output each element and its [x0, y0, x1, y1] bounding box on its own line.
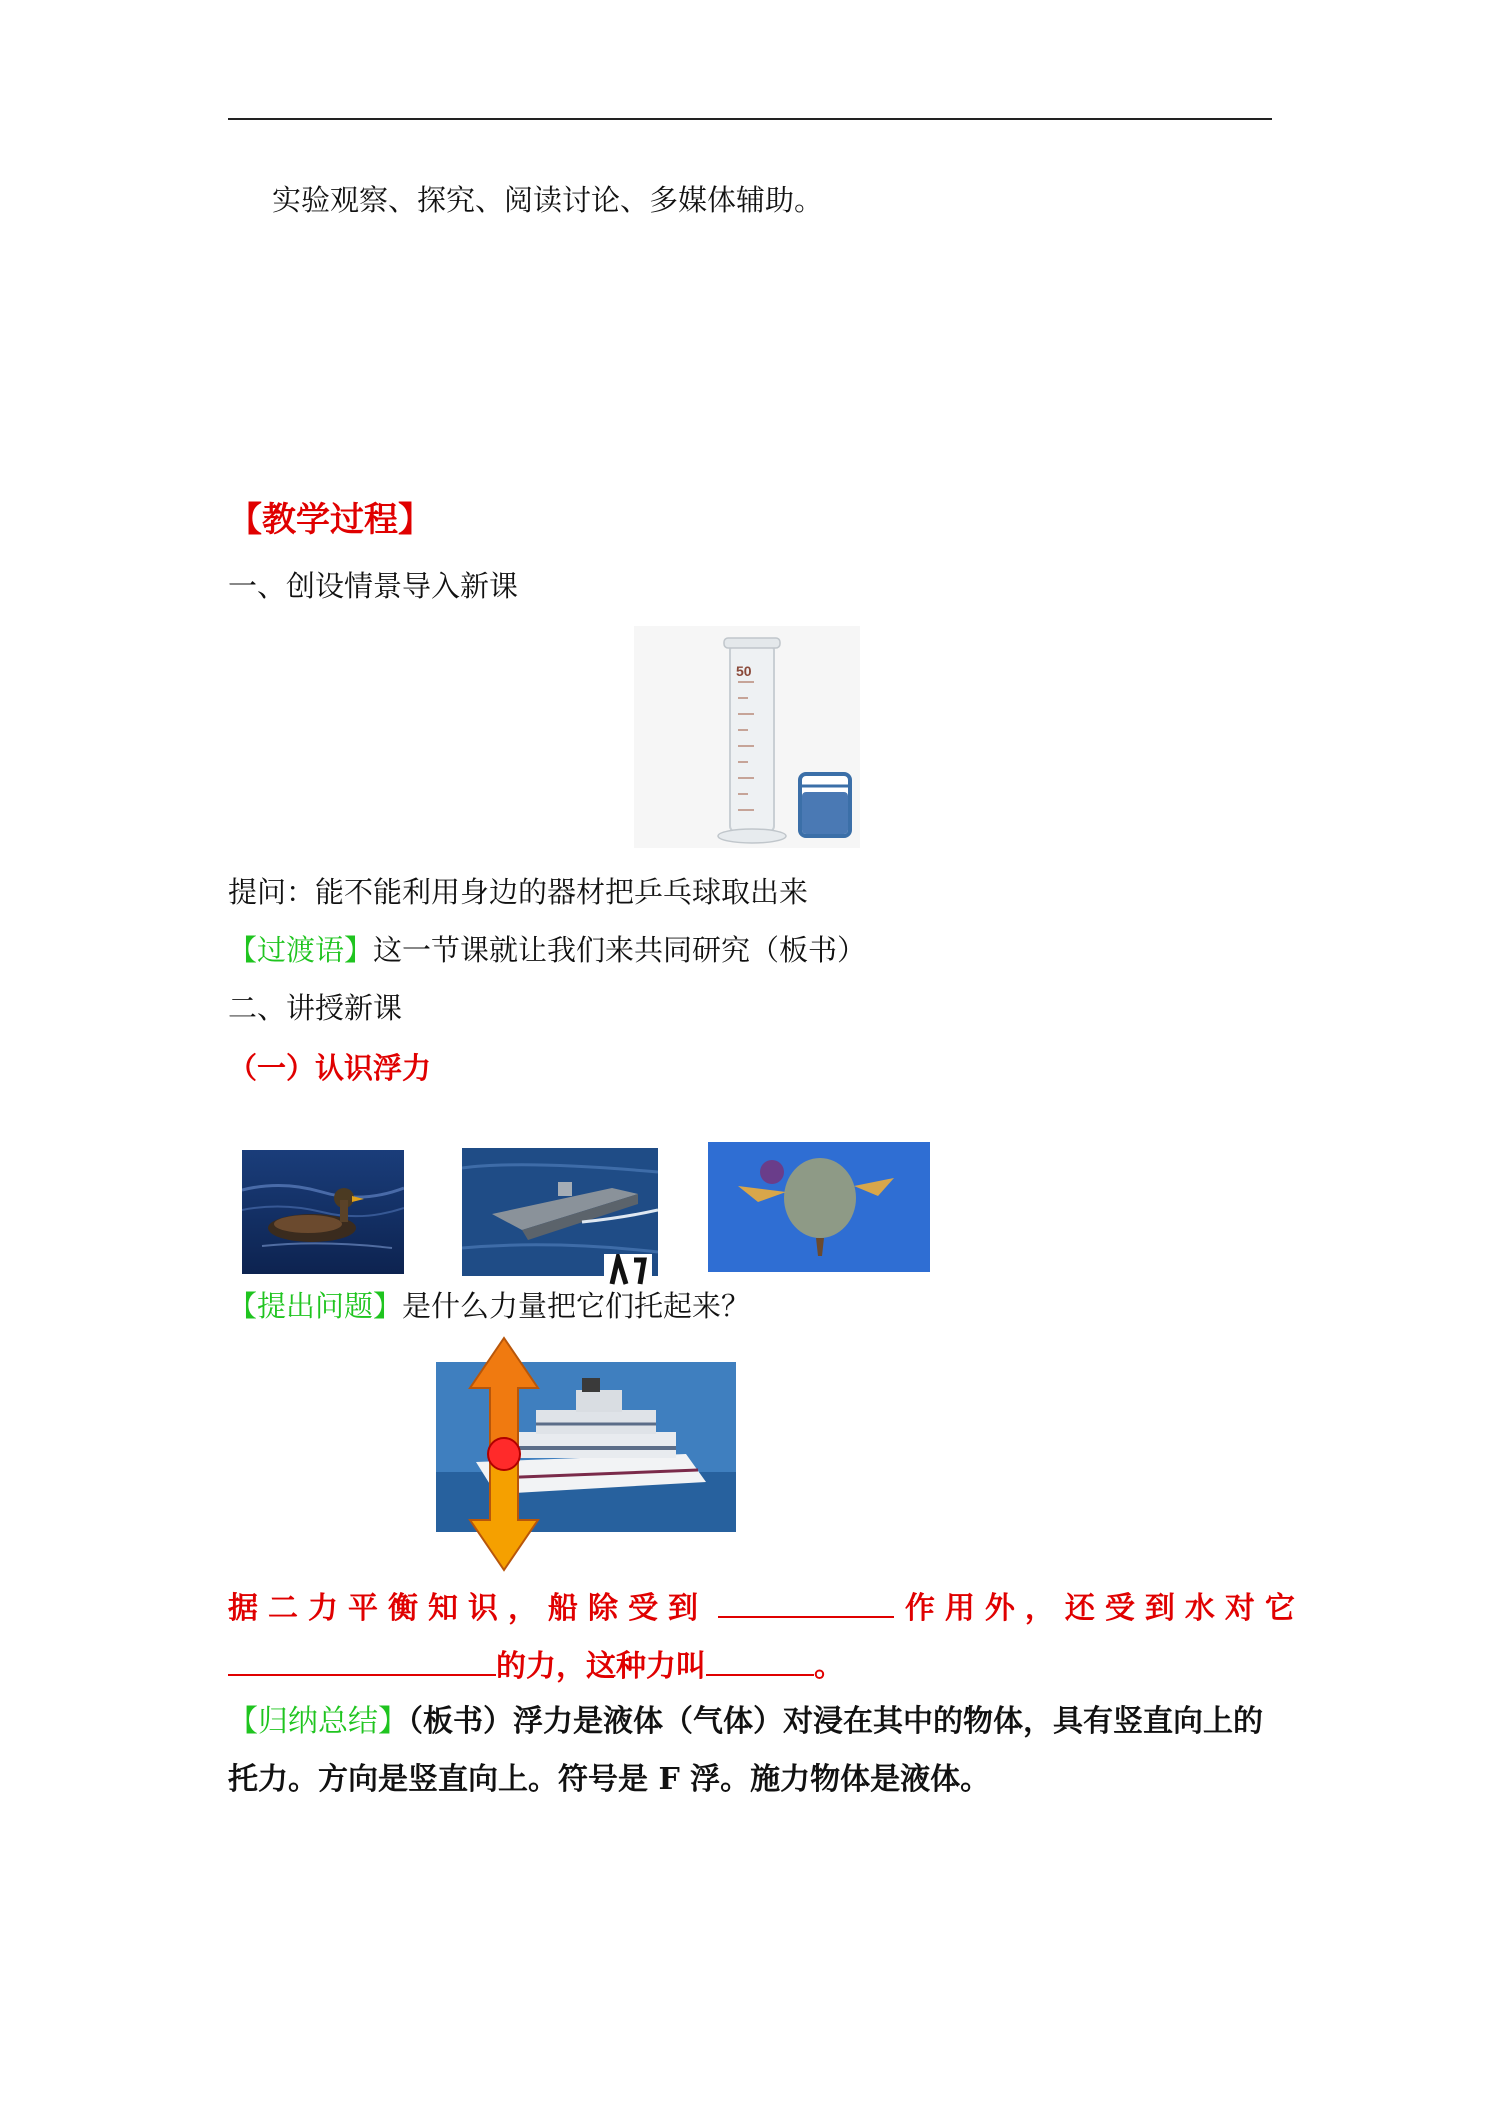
graduated-cylinder-figure — [634, 626, 860, 848]
duck-photo — [242, 1150, 404, 1274]
blank-1[interactable] — [718, 1586, 894, 1618]
subsection-heading: （一）认识浮力 — [228, 1051, 432, 1085]
summary-line-1 — [228, 1702, 1263, 1742]
balance-line1-before: 据二力平衡知识，船除受到 — [228, 1591, 708, 1626]
part2-heading: 二、讲授新课 — [228, 991, 403, 1025]
blank-2[interactable] — [228, 1644, 496, 1676]
balloon-photo — [708, 1142, 930, 1272]
balance-line-2 — [228, 1644, 844, 1687]
balance-line1-after: 作用外，还受到水对它 — [904, 1591, 1305, 1626]
section-title: 【教学过程】 — [228, 500, 432, 540]
raise-question-tag: 【提出问题】 — [228, 1289, 403, 1323]
transition-line — [228, 930, 866, 970]
blank-3[interactable] — [706, 1644, 814, 1676]
header-rule — [228, 118, 1272, 120]
down-arrow — [470, 1454, 538, 1570]
raise-question-line — [228, 1286, 750, 1326]
balance-line2-mid: 的力，这种力叫 — [496, 1649, 706, 1684]
center-of-mass-dot — [488, 1438, 520, 1470]
part1-heading: 一、创设情景导入新课 — [228, 569, 519, 603]
teaching-methods: 实验观察、探究、阅读讨论、多媒体辅助。 — [272, 183, 824, 217]
raise-question-text: 是什么力量把它们托起来？ — [402, 1289, 751, 1323]
transition-tag: 【过渡语】 — [228, 933, 374, 967]
summary-text-1: （板书）浮力是液体（气体）对浸在其中的物体，具有竖直向上的 — [408, 1704, 1263, 1739]
image-fragment — [604, 1254, 652, 1288]
summary-tag: 【归纳总结】 — [228, 1704, 408, 1739]
force-arrows — [466, 1336, 542, 1572]
balance-line-1 — [228, 1586, 1305, 1629]
cylinder-mark-label: 50 — [736, 663, 752, 679]
cylinder-illustration — [634, 626, 860, 848]
question-line: 提问：能不能利用身边的器材把乒乓球取出来 — [228, 875, 809, 909]
transition-text: 这一节课就让我们来共同研究（板书） — [373, 933, 867, 967]
summary-line-2: 托力。方向是竖直向上。符号是 F 浮。施力物体是液体。 — [228, 1762, 991, 1797]
balance-line2-end: 。 — [814, 1649, 844, 1684]
